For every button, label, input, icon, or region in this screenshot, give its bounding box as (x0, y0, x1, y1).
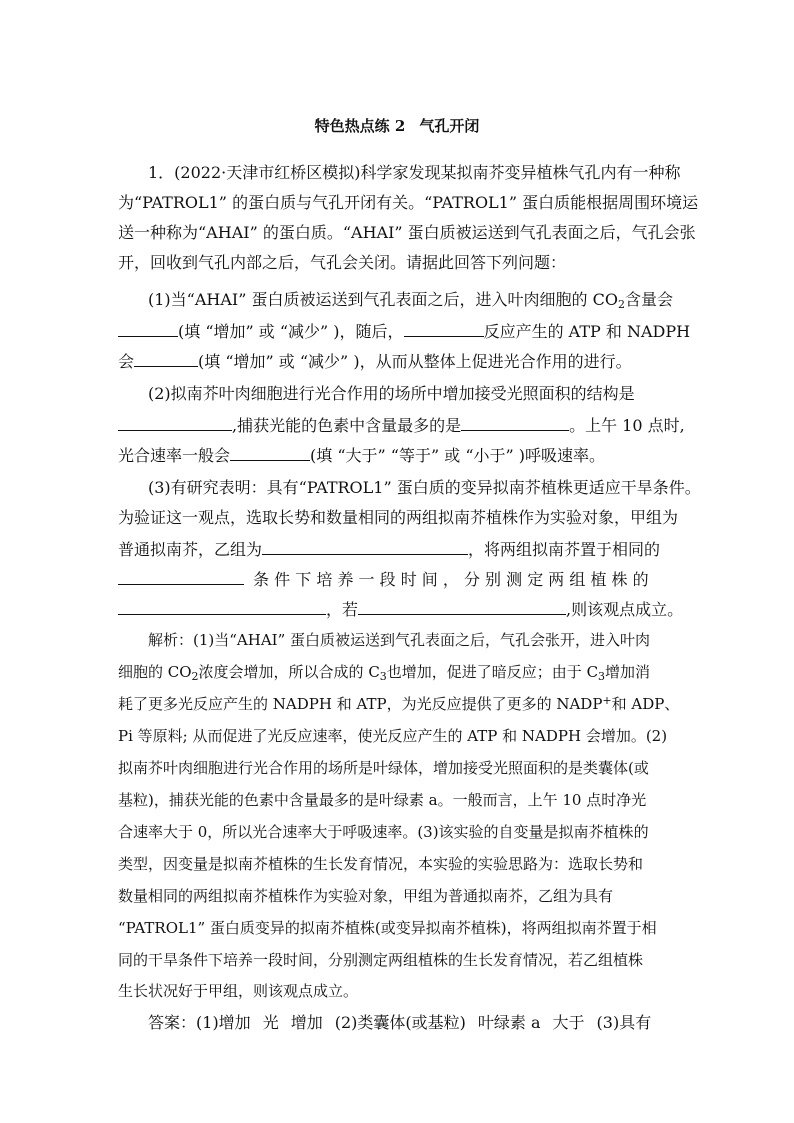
part2-text: (填 “大于” “等于” 或 “小于” )呼吸速率。 (310, 446, 606, 465)
title-sub: 气孔开闭 (419, 117, 480, 135)
answer-item: 光 (262, 1013, 279, 1032)
solution-text: 增加消 (605, 663, 651, 681)
part3-text: 普通拟南芥，乙组为 (118, 540, 263, 559)
part1-text: (填 “增加” 或 “减少” )，随后， (178, 322, 404, 341)
part3-line-3 (118, 538, 660, 560)
solution-line-10: “PATROL1” 蛋白质变异的拟南芥植株(或变异拟南芥植株)，将两组拟南芥置于相 (118, 919, 657, 937)
question-line-4: 开，回收到气孔内部之后，气孔会关闭。请据此回答下列问题： (118, 253, 567, 272)
part3-line-2: 为验证这一观点，选取长势和数量相同的两组拟南芥植株作为实验对象，甲组为 (118, 508, 679, 527)
part1-text: (填 “增加” 或 “减少” )，从而从整体上促进光合作用的进行。 (198, 352, 632, 371)
part2-text: 光合速率一般会 (118, 446, 231, 465)
nadp-superscript: + (602, 694, 612, 707)
co2-subscript: 2 (191, 670, 199, 683)
solution-line-8: 类型，因变量是拟南芥植株的生长发育情况，本实验的实验思路为：选取长势和 (118, 855, 644, 873)
answer-blank[interactable] (461, 414, 569, 431)
solution-line-12: 生长状况好于甲组，则该观点成立。 (118, 982, 359, 1000)
question-line-3: 送一种称为“AHAI” 的蛋白质。“AHAI” 蛋白质被运送到气孔表面之后，气孔会张 (118, 223, 696, 242)
part1-line-1 (148, 290, 673, 310)
solution-line-1: 解析：(1)当“AHAI” 蛋白质被运送到气孔表面之后，气孔会张开，进入叶肉 (148, 631, 651, 649)
title-main: 特色热点练 2 (314, 117, 406, 135)
part2-text: ,捕获光能的色素中含量最多的是 (232, 416, 462, 435)
answer-blank[interactable] (262, 538, 468, 555)
answer-blank[interactable] (118, 598, 326, 615)
solution-text: 浓度会增加，所以合成的 C (198, 663, 380, 681)
part3-text: 条 件 下 培 养 一 段 时 间 ， 分 别 测 定 两 组 植 株 的 (253, 570, 649, 589)
answer-item: 叶绿素 a (477, 1013, 541, 1032)
part2-line-1: (2)拟南芥叶肉细胞进行光合作用的场所中增加接受光照面积的结构是 (148, 384, 635, 403)
page-title (0, 115, 794, 136)
co2-subscript: 2 (617, 298, 625, 311)
answer-blank[interactable] (230, 444, 310, 461)
answer-item: (2)类囊体(或基粒) (334, 1013, 466, 1032)
answer-item: 增加 (290, 1013, 323, 1032)
part1-line-3 (118, 350, 632, 372)
part3-text: ，将两组拟南芥置于相同的 (468, 540, 661, 559)
part2-text: 。上午 10 点时, (569, 416, 685, 435)
answer-blank[interactable] (358, 598, 566, 615)
solution-text: 也增加，促进了暗反应；由于 C (386, 663, 599, 681)
part3-line-4 (118, 568, 649, 590)
part3-line-5 (118, 598, 683, 620)
answer-item: (1)增加 (196, 1013, 251, 1032)
answer-blank[interactable] (134, 350, 198, 367)
part3-line-1: (3)有研究表明：具有“PATROL1” 蛋白质的变异拟南芥植株更适应干旱条件。 (148, 478, 701, 497)
c3-subscript: 3 (379, 670, 387, 683)
solution-line-11: 同的干旱条件下培养一段时间，分别测定两组植株的生长发育情况，若乙组植株 (118, 951, 644, 969)
answer-blank[interactable] (404, 320, 484, 337)
answer-blank[interactable] (118, 568, 244, 585)
solution-line-9: 数量相同的两组拟南芥植株作为实验对象，甲组为普通拟南芥，乙组为具有 (118, 887, 614, 905)
answer-blank[interactable] (118, 414, 232, 431)
solution-line-6: 基粒)，捕获光能的色素中含量最多的是叶绿素 a。一般而言，上午 10 点时净光 (118, 791, 647, 809)
solution-line-2 (118, 662, 650, 682)
c3-subscript: 3 (598, 670, 606, 683)
part1-text: 会 (118, 352, 135, 371)
part2-line-3 (118, 444, 605, 466)
part1-text: 反应产生的 ATP 和 NADPH (483, 322, 691, 341)
solution-line-7: 合速率大于 0，所以光合速率大于呼吸速率。(3)该实验的自变量是拟南芥植株的 (118, 823, 649, 841)
solution-text: 和 ADP、 (611, 695, 680, 713)
answer-label: 答案： (148, 1013, 197, 1032)
solution-line-4: Pi 等原料; 从而促进了光反应速率，使光反应产生的 ATP 和 NADPH 会增加。(2) (118, 727, 668, 745)
part1-line-2 (118, 320, 690, 342)
part3-text: ，若 (326, 600, 359, 619)
answer-line (148, 1013, 651, 1033)
part3-text: ,则该观点成立。 (566, 600, 684, 619)
solution-text: 耗了更多光反应产生的 NADPH 和 ATP，为光反应提供了更多的 NADP (118, 695, 603, 713)
solution-line-3 (118, 694, 679, 714)
part1-text: 含量会 (624, 290, 673, 309)
answer-blank[interactable] (118, 320, 178, 337)
answer-item: 大于 (552, 1013, 585, 1032)
solution-line-5: 拟南芥叶肉细胞进行光合作用的场所是叶绿体，增加接受光照面积的是类囊体(或 (118, 759, 649, 777)
part1-text: (1)当“AHAI” 蛋白质被运送到气孔表面之后，进入叶肉细胞的 CO (148, 290, 618, 309)
question-line-2: 为“PATROL1” 的蛋白质与气孔开闭有关。“PATROL1” 蛋白质能根据周围环境运 (118, 193, 699, 212)
part2-line-2 (118, 414, 685, 436)
answer-item: (3)具有 (596, 1013, 652, 1032)
question-line-1: 1．(2022·天津市红桥区模拟)科学家发现某拟南芥变异植株气孔内有一种称 (148, 163, 681, 182)
solution-text: 细胞的 CO (118, 663, 192, 681)
